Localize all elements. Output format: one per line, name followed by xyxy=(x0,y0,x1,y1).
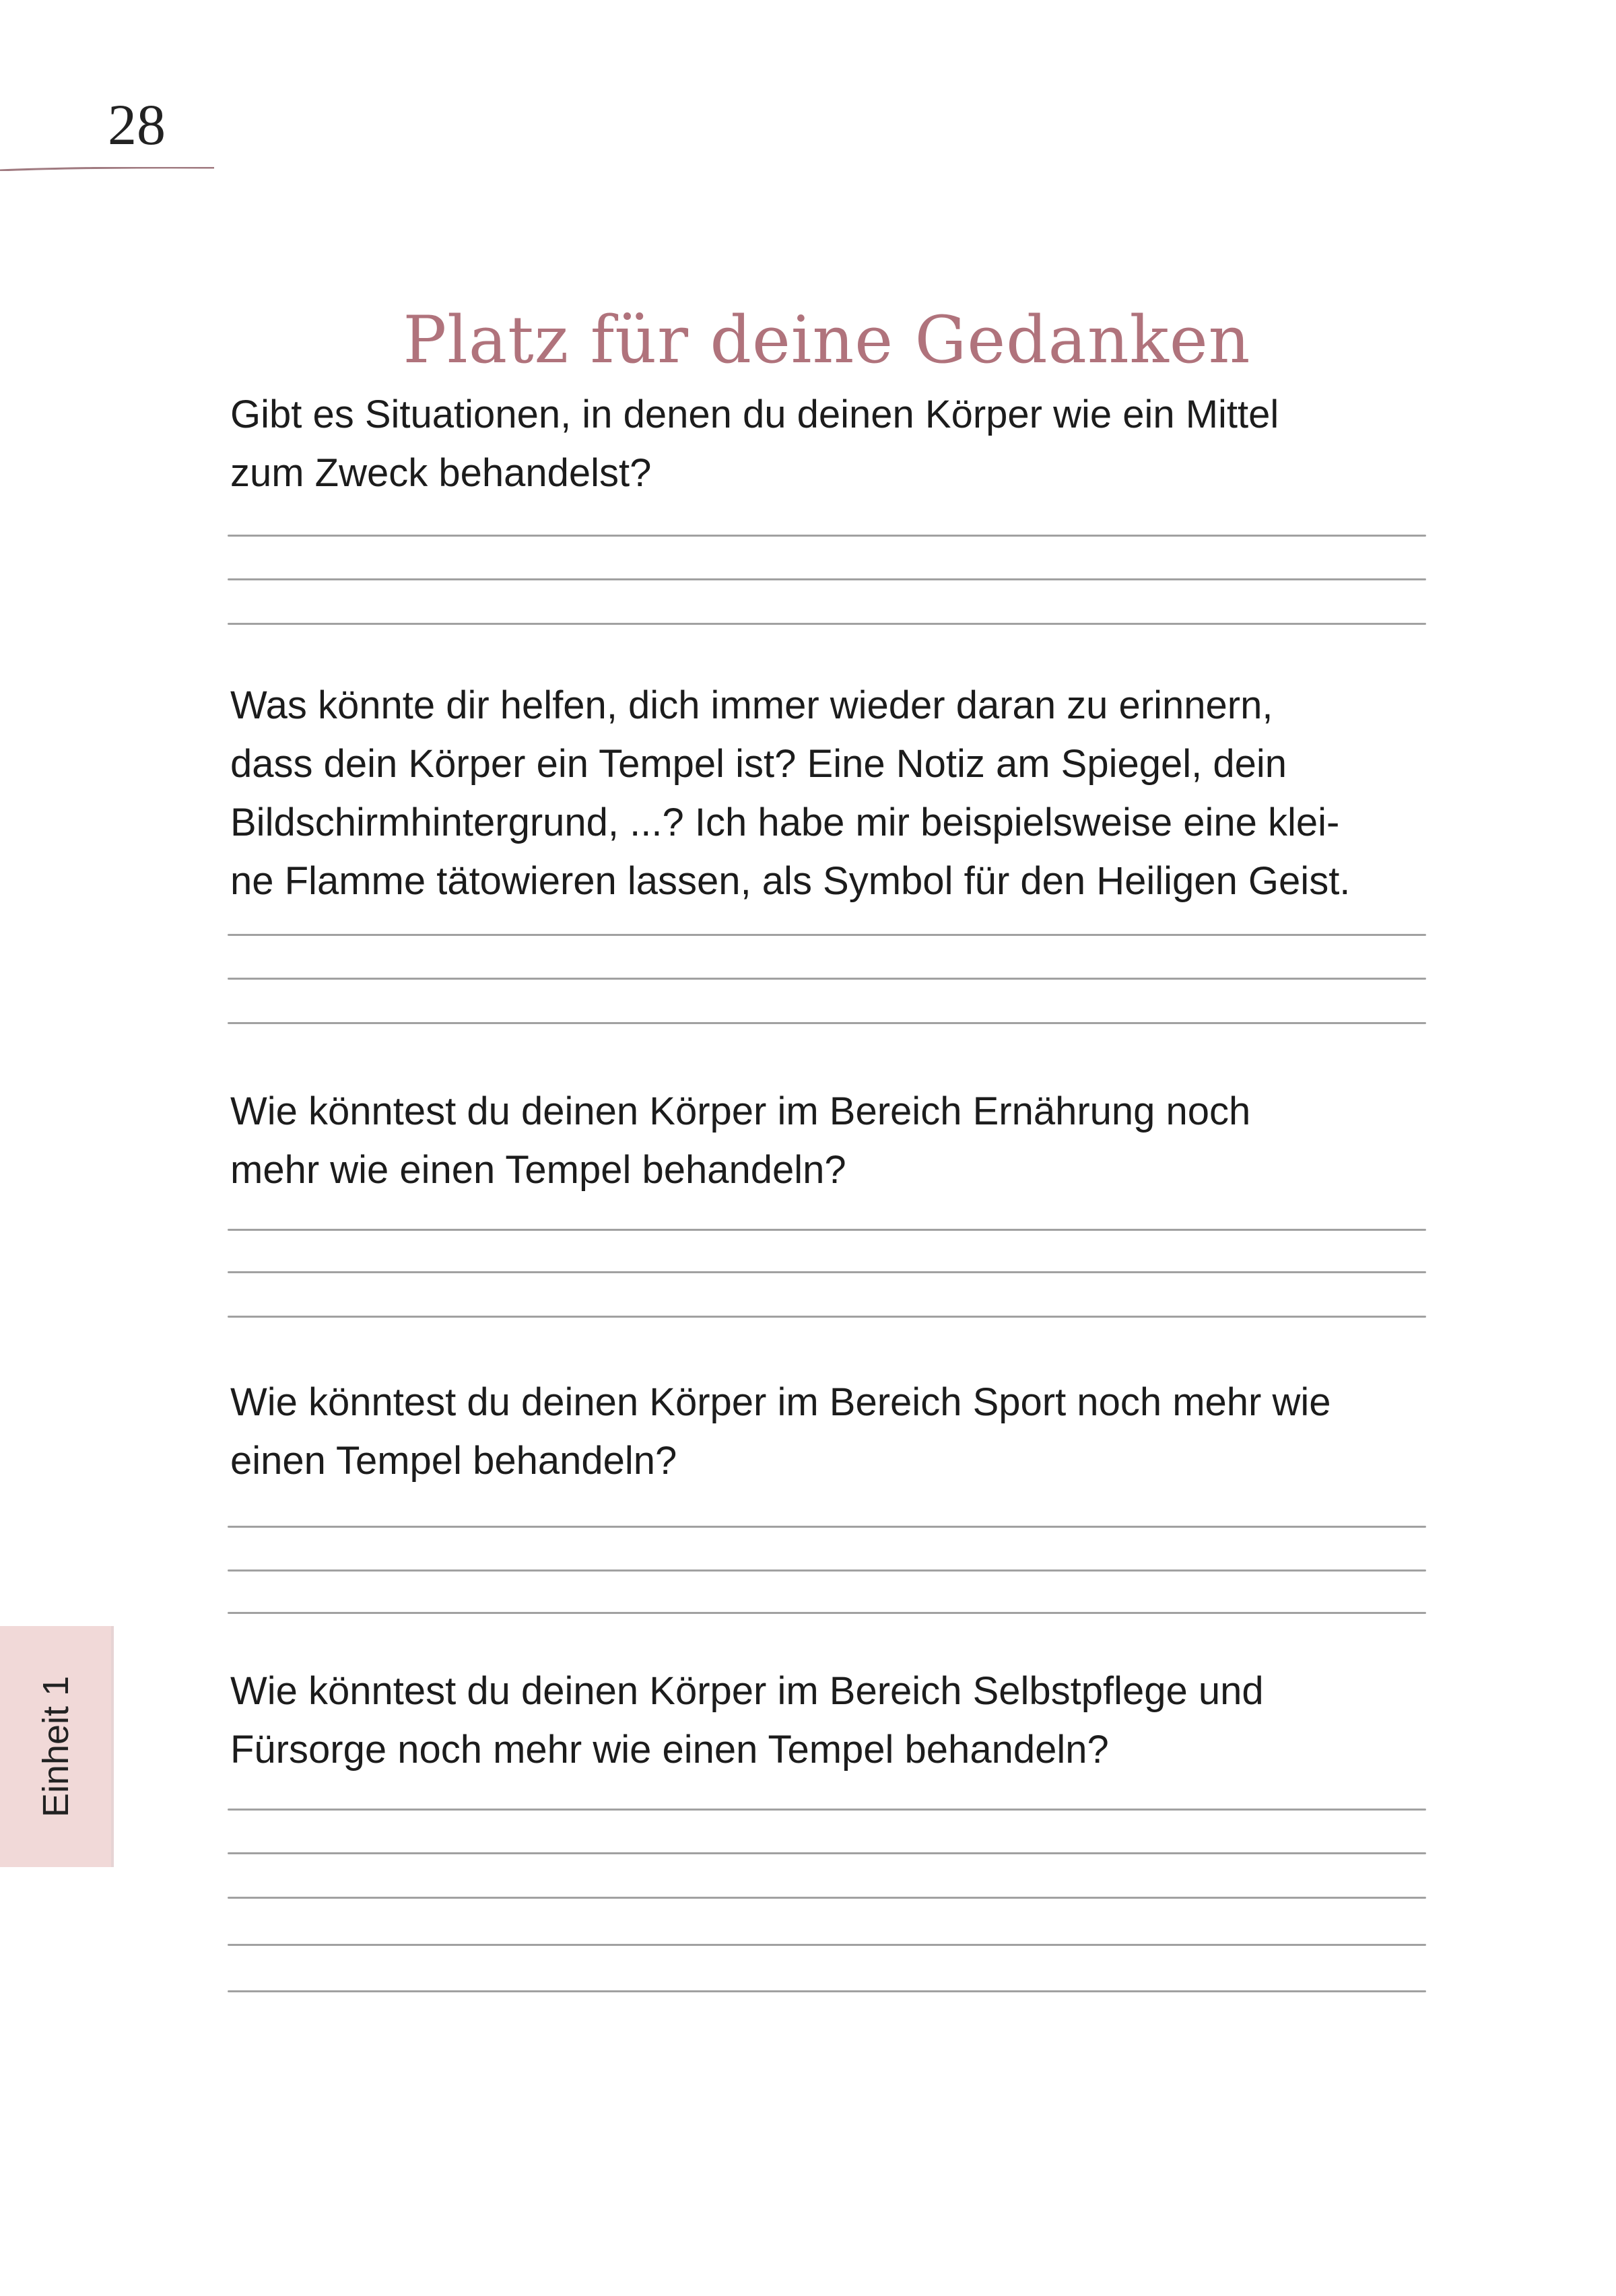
question-text-line: Wie könntest du deinen Körper im Bereich Sport noch mehr wie xyxy=(230,1380,1331,1424)
question-text-line: Wie könntest du deinen Körper im Bereich Ernährung noch xyxy=(230,1089,1251,1133)
question-3 xyxy=(230,1082,1250,1199)
question-text-line: Bildschirmhintergrund, ...? Ich habe mir beispielsweise eine klei- xyxy=(230,801,1340,844)
answer-line[interactable] xyxy=(228,934,1426,936)
question-text-line: mehr wie einen Tempel behandeln? xyxy=(230,1148,846,1192)
chapter-side-tab xyxy=(0,1626,114,1867)
answer-line[interactable] xyxy=(228,1271,1426,1273)
question-2 xyxy=(230,676,1350,910)
page-number-rule xyxy=(0,167,214,171)
question-text-line: ne Flamme tätowieren lassen, als Symbol für den Heiligen Geist. xyxy=(230,859,1351,903)
question-text-line: Gibt es Situationen, in denen du deinen Körper wie ein Mittel xyxy=(230,393,1279,436)
question-4 xyxy=(230,1373,1331,1490)
answer-line[interactable] xyxy=(228,1852,1426,1854)
answer-line[interactable] xyxy=(228,1316,1426,1318)
page-number: 28 xyxy=(108,92,166,157)
question-text-line: Wie könntest du deinen Körper im Bereich Selbstpflege und xyxy=(230,1669,1264,1713)
answer-line[interactable] xyxy=(228,1809,1426,1811)
question-text-line: Was könnte dir helfen, dich immer wieder daran zu erinnern, xyxy=(230,683,1273,727)
answer-line[interactable] xyxy=(228,1569,1426,1572)
answer-line[interactable] xyxy=(228,623,1426,625)
answer-line[interactable] xyxy=(228,578,1426,580)
answer-line[interactable] xyxy=(228,1944,1426,1946)
page-title: Platz für deine Gedanken xyxy=(403,302,1251,378)
question-5 xyxy=(230,1662,1264,1779)
answer-line[interactable] xyxy=(228,1022,1426,1024)
chapter-tab-label: Einheit 1 xyxy=(35,1675,76,1818)
answer-line[interactable] xyxy=(228,1526,1426,1528)
answer-line[interactable] xyxy=(228,1229,1426,1231)
answer-line[interactable] xyxy=(228,1897,1426,1899)
question-text-line: dass dein Körper ein Tempel ist? Eine Notiz am Spiegel, dein xyxy=(230,742,1287,786)
answer-line[interactable] xyxy=(228,1990,1426,1992)
answer-line[interactable] xyxy=(228,1612,1426,1614)
answer-line[interactable] xyxy=(228,978,1426,980)
question-text-line: Fürsorge noch mehr wie einen Tempel behandeln? xyxy=(230,1728,1109,1771)
question-text-line: zum Zweck behandelst? xyxy=(230,451,652,495)
question-text-line: einen Tempel behandeln? xyxy=(230,1439,677,1483)
question-1 xyxy=(230,385,1279,502)
answer-line[interactable] xyxy=(228,535,1426,537)
